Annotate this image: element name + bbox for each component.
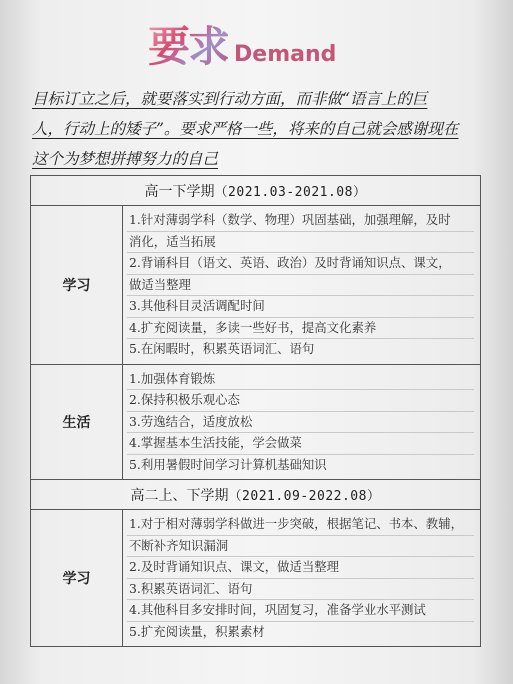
- items-cell: [123, 206, 480, 364]
- list-item: 5.在闲暇时，积累英语词汇、语句: [129, 341, 315, 356]
- category-cell: 学习: [31, 510, 123, 646]
- list-item: 3.积累英语词汇、语句: [127, 579, 474, 601]
- intro-paragraph: [32, 84, 494, 174]
- list-item: 2.背诵科目（语文、英语、政治）及时背诵知识点、课文，: [127, 253, 474, 275]
- list-item: 不断补齐知识漏洞: [127, 536, 474, 558]
- list-item: 5.扩充阅读量，积累素材: [129, 623, 265, 639]
- list-item: 3.劳逸结合，适度放松: [127, 412, 474, 434]
- list-item: 1.对于相对薄弱学科做进一步突破，根据笔记、书本、教辅，: [127, 514, 474, 536]
- intro-line: 目标订立之后，就要落实到行动方面，而非做“语言上的巨: [32, 90, 428, 108]
- list-item: 1.加强体育锻炼: [127, 369, 474, 391]
- list-item: 2.保持积极乐观心态: [127, 390, 474, 412]
- table-row-study: [31, 510, 480, 646]
- section-heading-label: 高二上、下学期: [130, 487, 229, 504]
- intro-line: 这个为梦想拼搏努力的自己: [32, 150, 219, 168]
- plan-table: [30, 175, 481, 647]
- page-title: [148, 18, 336, 72]
- list-item: 4.其他科目多安排时间，巩固复习，准备学业水平测试: [127, 600, 474, 622]
- list-item: 做适当整理: [127, 275, 474, 297]
- list-item: 消化，适当拓展: [127, 232, 474, 254]
- title-chinese: 要求: [148, 22, 229, 71]
- title-english: Demand: [234, 42, 337, 67]
- list-item: 2.及时背诵知识点、课文，做适当整理: [127, 557, 474, 579]
- items-cell: [123, 365, 480, 480]
- table-row-life: [31, 365, 480, 481]
- table-row-study: [31, 206, 480, 365]
- section-heading-label: 高一下学期: [144, 183, 215, 200]
- list-item: 5.利用暑假时间学习计算机基础知识: [129, 456, 327, 472]
- section-dates: （2021.09-2022.08）: [228, 489, 381, 504]
- section-heading: [31, 176, 480, 206]
- list-item: 3.其他科目灵活调配时间: [127, 296, 474, 318]
- section-dates: （2021.03-2021.08）: [214, 185, 367, 200]
- list-item: 4.扩充阅读量，多读一些好书，提高文化素养: [127, 318, 474, 340]
- section-heading: [31, 480, 480, 510]
- list-item: 4.掌握基本生活技能，学会做菜: [127, 433, 474, 455]
- category-cell: 学习: [31, 206, 123, 364]
- items-cell: [123, 510, 480, 646]
- intro-line: 人，行动上的矮子”。要求严格一些，将来的自己就会感谢现在: [32, 120, 459, 138]
- list-item: 1.针对薄弱学科（数学、物理）巩固基础，加强理解，及时: [127, 210, 474, 232]
- category-cell: 生活: [31, 365, 123, 480]
